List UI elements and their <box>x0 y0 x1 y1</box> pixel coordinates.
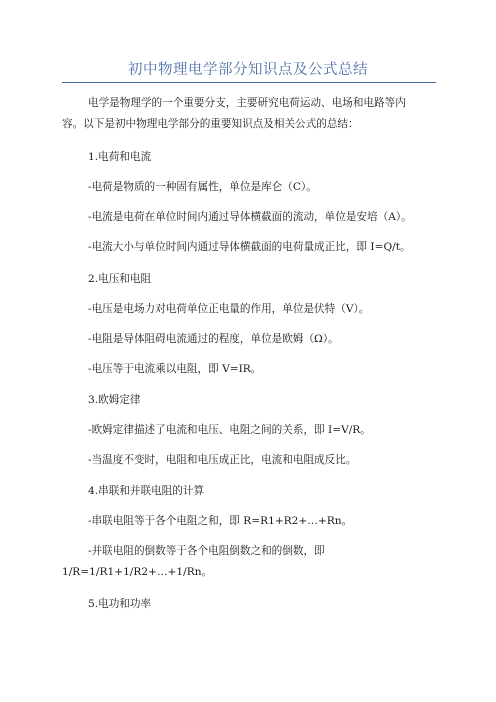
title-underline <box>62 82 436 83</box>
section-3-line-1: -欧姆定律描述了电流和电压、电阻之间的关系，即 I=V/R。 <box>88 424 371 436</box>
intro-line-2: 容。以下是初中物理电学部分的重要知识点及相关公式的总结： <box>62 118 359 130</box>
section-4-line-1: -串联电阻等于各个电阻之和，即 R=R1+R2+…+Rn。 <box>88 515 353 527</box>
section-4-line-3: 1/R=1/R1+1/R2+…+1/Rn。 <box>62 566 213 578</box>
section-4-line-2: -并联电阻的倒数等于各个电阻倒数之和的倒数，即 <box>88 545 325 557</box>
section-heading-3: 3.欧姆定律 <box>88 394 141 406</box>
intro-line-1: 电学是物理学的一个重要分支，主要研究电荷运动、电场和电路等内 <box>88 97 406 109</box>
section-3-line-2: -当温度不变时，电阻和电压成正比，电流和电阻成反比。 <box>88 454 357 466</box>
section-2-line-3: -电压等于电流乘以电阻，即 V=IR。 <box>88 363 262 375</box>
section-1-line-2: -电流是电荷在单位时间内通过导体横截面的流动，单位是安培（A）。 <box>88 211 412 223</box>
section-heading-4: 4.串联和并联电阻的计算 <box>88 485 205 497</box>
section-heading-1: 1.电荷和电流 <box>88 151 152 163</box>
document-title: 初中物理电学部分知识点及公式总结 <box>128 62 368 78</box>
section-1-line-3: -电流大小与单位时间内通过导体横截面的电荷量成正比，即 I=Q/t。 <box>88 241 411 253</box>
section-2-line-1: -电压是电场力对电荷单位正电量的作用，单位是伏特（V）。 <box>88 303 370 315</box>
section-2-line-2: -电阻是导体阻碍电流通过的程度，单位是欧姆（Ω）。 <box>88 333 339 345</box>
section-heading-2: 2.电压和电阻 <box>88 273 152 285</box>
section-heading-5: 5.电功和功率 <box>88 598 152 610</box>
section-1-line-1: -电荷是物质的一种固有属性，单位是库仑（C）。 <box>88 181 317 193</box>
